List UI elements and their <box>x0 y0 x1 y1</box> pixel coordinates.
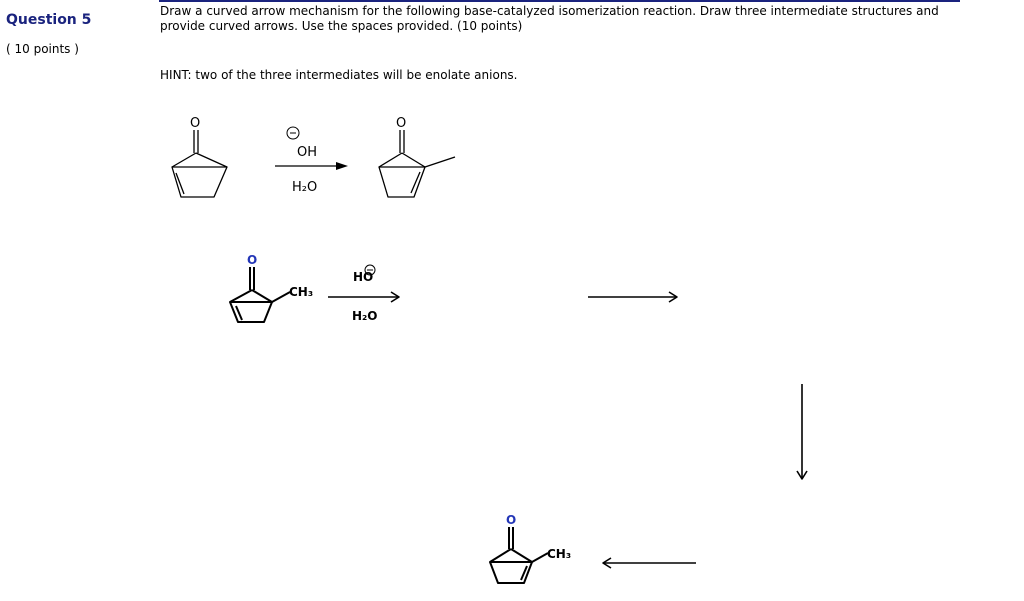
question-title: Question 5 <box>6 12 92 28</box>
start-carbonyl-o: O <box>190 116 201 131</box>
question-points: ( 10 points ) <box>6 42 79 56</box>
reagent-base: OH <box>297 145 318 160</box>
mechanism-step1-arrow <box>328 292 399 302</box>
exo-bond <box>172 153 196 167</box>
product-carbonyl-o: O <box>396 116 407 131</box>
question-prompt: Draw a curved arrow mechanism for the following base-catalyzed isomerization reaction. Draw three intermediate structures and provide curved arrows. Use the spaces provided. (10 points) <box>160 4 939 33</box>
starting-material-structure <box>172 130 227 197</box>
product-structure <box>379 130 455 197</box>
step1-base: HO <box>353 270 374 284</box>
mechanism-final-product-structure <box>490 527 548 583</box>
mechanism-reactant-structure <box>230 267 290 322</box>
step1-solvent: H₂O <box>352 309 378 323</box>
mechanism-step2-arrow <box>588 292 677 302</box>
step1-methyl: CH₃ <box>289 285 314 299</box>
mechanism-step4-arrow <box>603 558 696 568</box>
final-carbonyl-o: O <box>506 513 517 527</box>
hint-text: HINT: two of the three intermediates will be enolate anions. <box>160 68 518 82</box>
step1-carbonyl-o: O <box>247 253 258 267</box>
mechanism-step3-arrow <box>797 384 807 479</box>
overview-reaction-arrow <box>275 162 348 170</box>
reagent-solvent: H₂O <box>292 180 318 195</box>
final-methyl: CH₃ <box>547 547 572 561</box>
